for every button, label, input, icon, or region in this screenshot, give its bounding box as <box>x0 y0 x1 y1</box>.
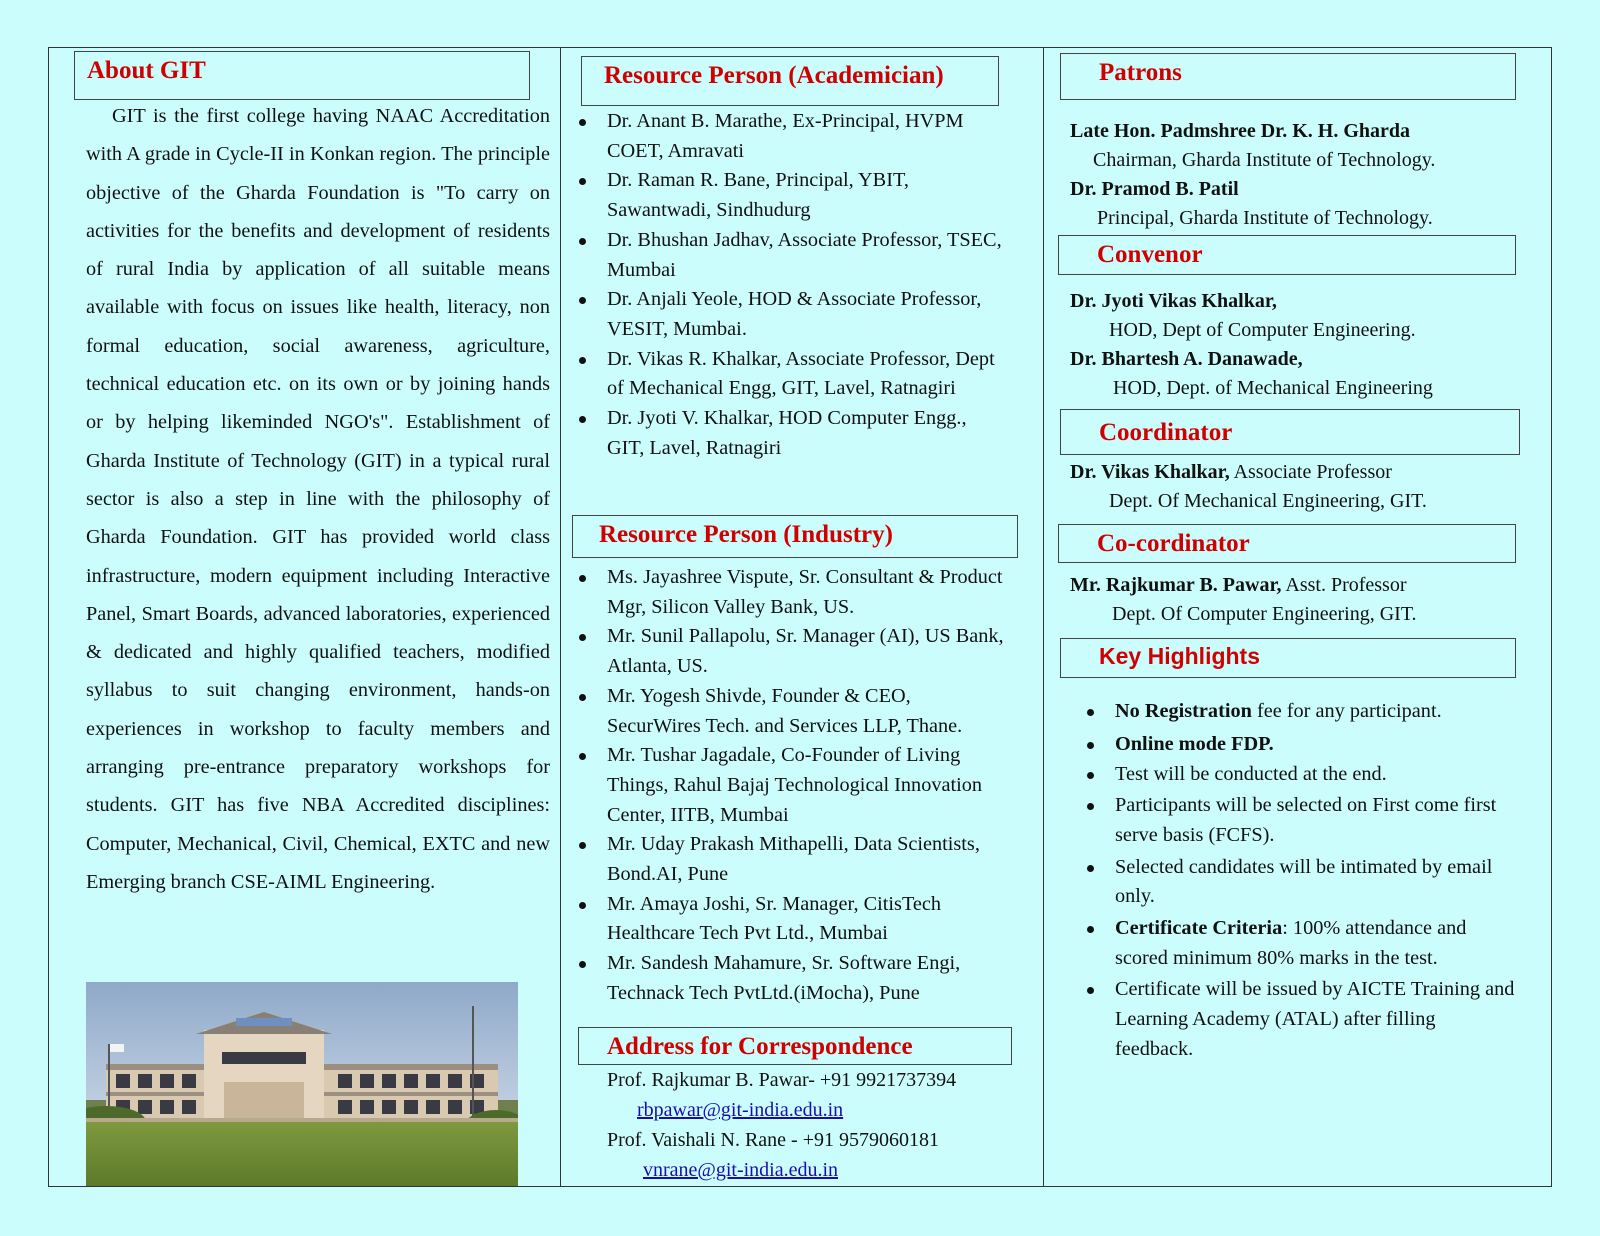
list-item: Dr. Anant B. Marathe, Ex-Principal, HVPM COET, Amravati <box>607 107 1007 166</box>
coordinator-line <box>1070 458 1392 486</box>
highlight-item: Selected candidates will be intimated by email only. <box>1115 853 1515 912</box>
list-item: Dr. Raman R. Bane, Principal, YBIT, Sawantwadi, Sindhudurg <box>607 166 1007 225</box>
list-item: Mr. Sunil Pallapolu, Sr. Manager (AI), US Bank, Atlanta, US. <box>607 622 1007 681</box>
convenor-heading: Convenor <box>1058 235 1516 275</box>
email-link-1[interactable]: rbpawar@git-india.edu.in <box>637 1099 844 1121</box>
academician-heading: Resource Person (Academician) <box>581 56 999 106</box>
cocoordinator-heading: Co-cordinator <box>1058 524 1516 563</box>
highlight-text: fee for any participant. <box>1251 700 1442 722</box>
coordinator-heading: Coordinator <box>1060 409 1520 455</box>
coordinator-title: Associate Professor <box>1229 461 1392 483</box>
industry-heading: Resource Person (Industry) <box>572 515 1018 558</box>
list-item: Mr. Uday Prakash Mithapelli, Data Scientists, Bond.AI, Pune <box>607 830 1007 889</box>
list-item: Dr. Jyoti V. Khalkar, HOD Computer Engg., GIT, Lavel, Ratnagiri <box>607 404 1007 463</box>
organizers-column <box>1044 47 1552 1187</box>
highlight-item <box>1115 914 1515 973</box>
about-text: GIT is the first college having NAAC Accreditation with A grade in Cycle-II in Konkan region. The principle objective of the Gharda Foundation is "To carry on activities for the benefits and development of residents of rural India by application of all suitable means available with focus on issues like health, literacy, non formal education, social awareness, agriculture, technical education etc. on its own or by joining hands or by helping likeminded NGO's". Establishment of Gharda Institute of Technology (GIT) in a typical rural sector is also a step in line with the philosophy of Gharda Foundation. GIT has provided world class infrastructure, modern equipment including Interactive Panel, Smart Boards, advanced laboratories, experienced & dedicated and highly qualified teachers, modified syllabus to suit changing environment, hands-on experiences in workshop to faculty members and arranging pre-entrance preparatory workshops for students. GIT has five NBA Accredited disciplines: Computer, Mechanical, Civil, Chemical, EXTC and new Emerging branch CSE-AIML Engineering. <box>86 105 550 893</box>
highlight-item: Certificate will be issued by AICTE Training and Learning Academy (ATAL) after filling feedback. <box>1115 975 1515 1064</box>
list-item: Ms. Jayashree Vispute, Sr. Consultant & Product Mgr, Silicon Valley Bank, US. <box>607 563 1007 622</box>
contact-2: Prof. Vaishali N. Rane - +91 9579060181 <box>607 1129 939 1151</box>
list-item: Dr. Anjali Yeole, HOD & Associate Professor, VESIT, Mumbai. <box>607 285 1007 344</box>
address-heading: Address for Correspondence <box>578 1027 1012 1065</box>
patron-1-name: Late Hon. Padmshree Dr. K. H. Gharda <box>1070 120 1411 142</box>
convenor-1-role: HOD, Dept of Computer Engineering. <box>1109 319 1416 341</box>
list-item: Mr. Amaya Joshi, Sr. Manager, CitisTech Healthcare Tech Pvt Ltd., Mumbai <box>607 890 1007 949</box>
resource-column <box>561 47 1043 1187</box>
convenor-1-name: Dr. Jyoti Vikas Khalkar, <box>1070 290 1277 312</box>
list-item: Dr. Vikas R. Khalkar, Associate Professor, Dept of Mechanical Engg, GIT, Lavel, Ratnagiri <box>607 345 1007 404</box>
patron-2-name: Dr. Pramod B. Patil <box>1070 178 1239 200</box>
academician-list <box>607 107 1007 463</box>
highlight-text: : 100% attendance and scored minimum 80% marks in the test. <box>1115 916 1467 969</box>
highlight-bold: No Registration <box>1115 700 1252 722</box>
highlights-heading: Key Highlights <box>1060 638 1516 678</box>
highlight-item: Test will be conducted at the end. <box>1115 760 1515 790</box>
cocoordinator-dept: Dept. Of Computer Engineering, GIT. <box>1112 603 1417 625</box>
coordinator-name: Dr. Vikas Khalkar, <box>1070 461 1230 483</box>
about-heading: About GIT <box>74 51 530 100</box>
highlight-item: Participants will be selected on First come first serve basis (FCFS). <box>1115 791 1515 850</box>
highlight-item <box>1115 697 1515 727</box>
highlight-item <box>1115 730 1515 760</box>
patrons-heading: Patrons <box>1060 53 1516 100</box>
list-item: Mr. Tushar Jagadale, Co-Founder of Living Things, Rahul Bajaj Technological Innovation Center, IITB, Mumbai <box>607 741 1007 830</box>
about-column <box>48 47 560 1187</box>
highlight-bold: Online mode FDP. <box>1115 732 1274 755</box>
patron-1-role: Chairman, Gharda Institute of Technology. <box>1093 149 1436 171</box>
cocoordinator-name: Mr. Rajkumar B. Pawar, <box>1070 574 1282 596</box>
cocoordinator-title: Asst. Professor <box>1281 574 1407 596</box>
list-item: Mr. Sandesh Mahamure, Sr. Software Engi, Technack Tech PvtLtd.(iMocha), Pune <box>607 949 1007 1008</box>
highlight-bold: Certificate Criteria <box>1115 916 1283 939</box>
coordinator-dept: Dept. Of Mechanical Engineering, GIT. <box>1109 490 1427 512</box>
list-item: Mr. Yogesh Shivde, Founder & CEO, SecurWires Tech. and Services LLP, Thane. <box>607 682 1007 741</box>
email-link-2[interactable]: vnrane@git-india.edu.in <box>643 1159 839 1181</box>
campus-photo <box>86 982 518 1186</box>
highlights-list <box>1115 697 1515 1064</box>
convenor-2-name: Dr. Bhartesh A. Danawade, <box>1070 348 1303 370</box>
industry-list <box>607 563 1007 1009</box>
patron-2-role: Principal, Gharda Institute of Technology. <box>1097 207 1433 229</box>
cocoordinator-line <box>1070 571 1407 599</box>
convenor-2-role: HOD, Dept. of Mechanical Engineering <box>1113 377 1433 399</box>
list-item: Dr. Bhushan Jadhav, Associate Professor, TSEC, Mumbai <box>607 226 1007 285</box>
contact-1: Prof. Rajkumar B. Pawar- +91 9921737394 <box>607 1069 957 1091</box>
